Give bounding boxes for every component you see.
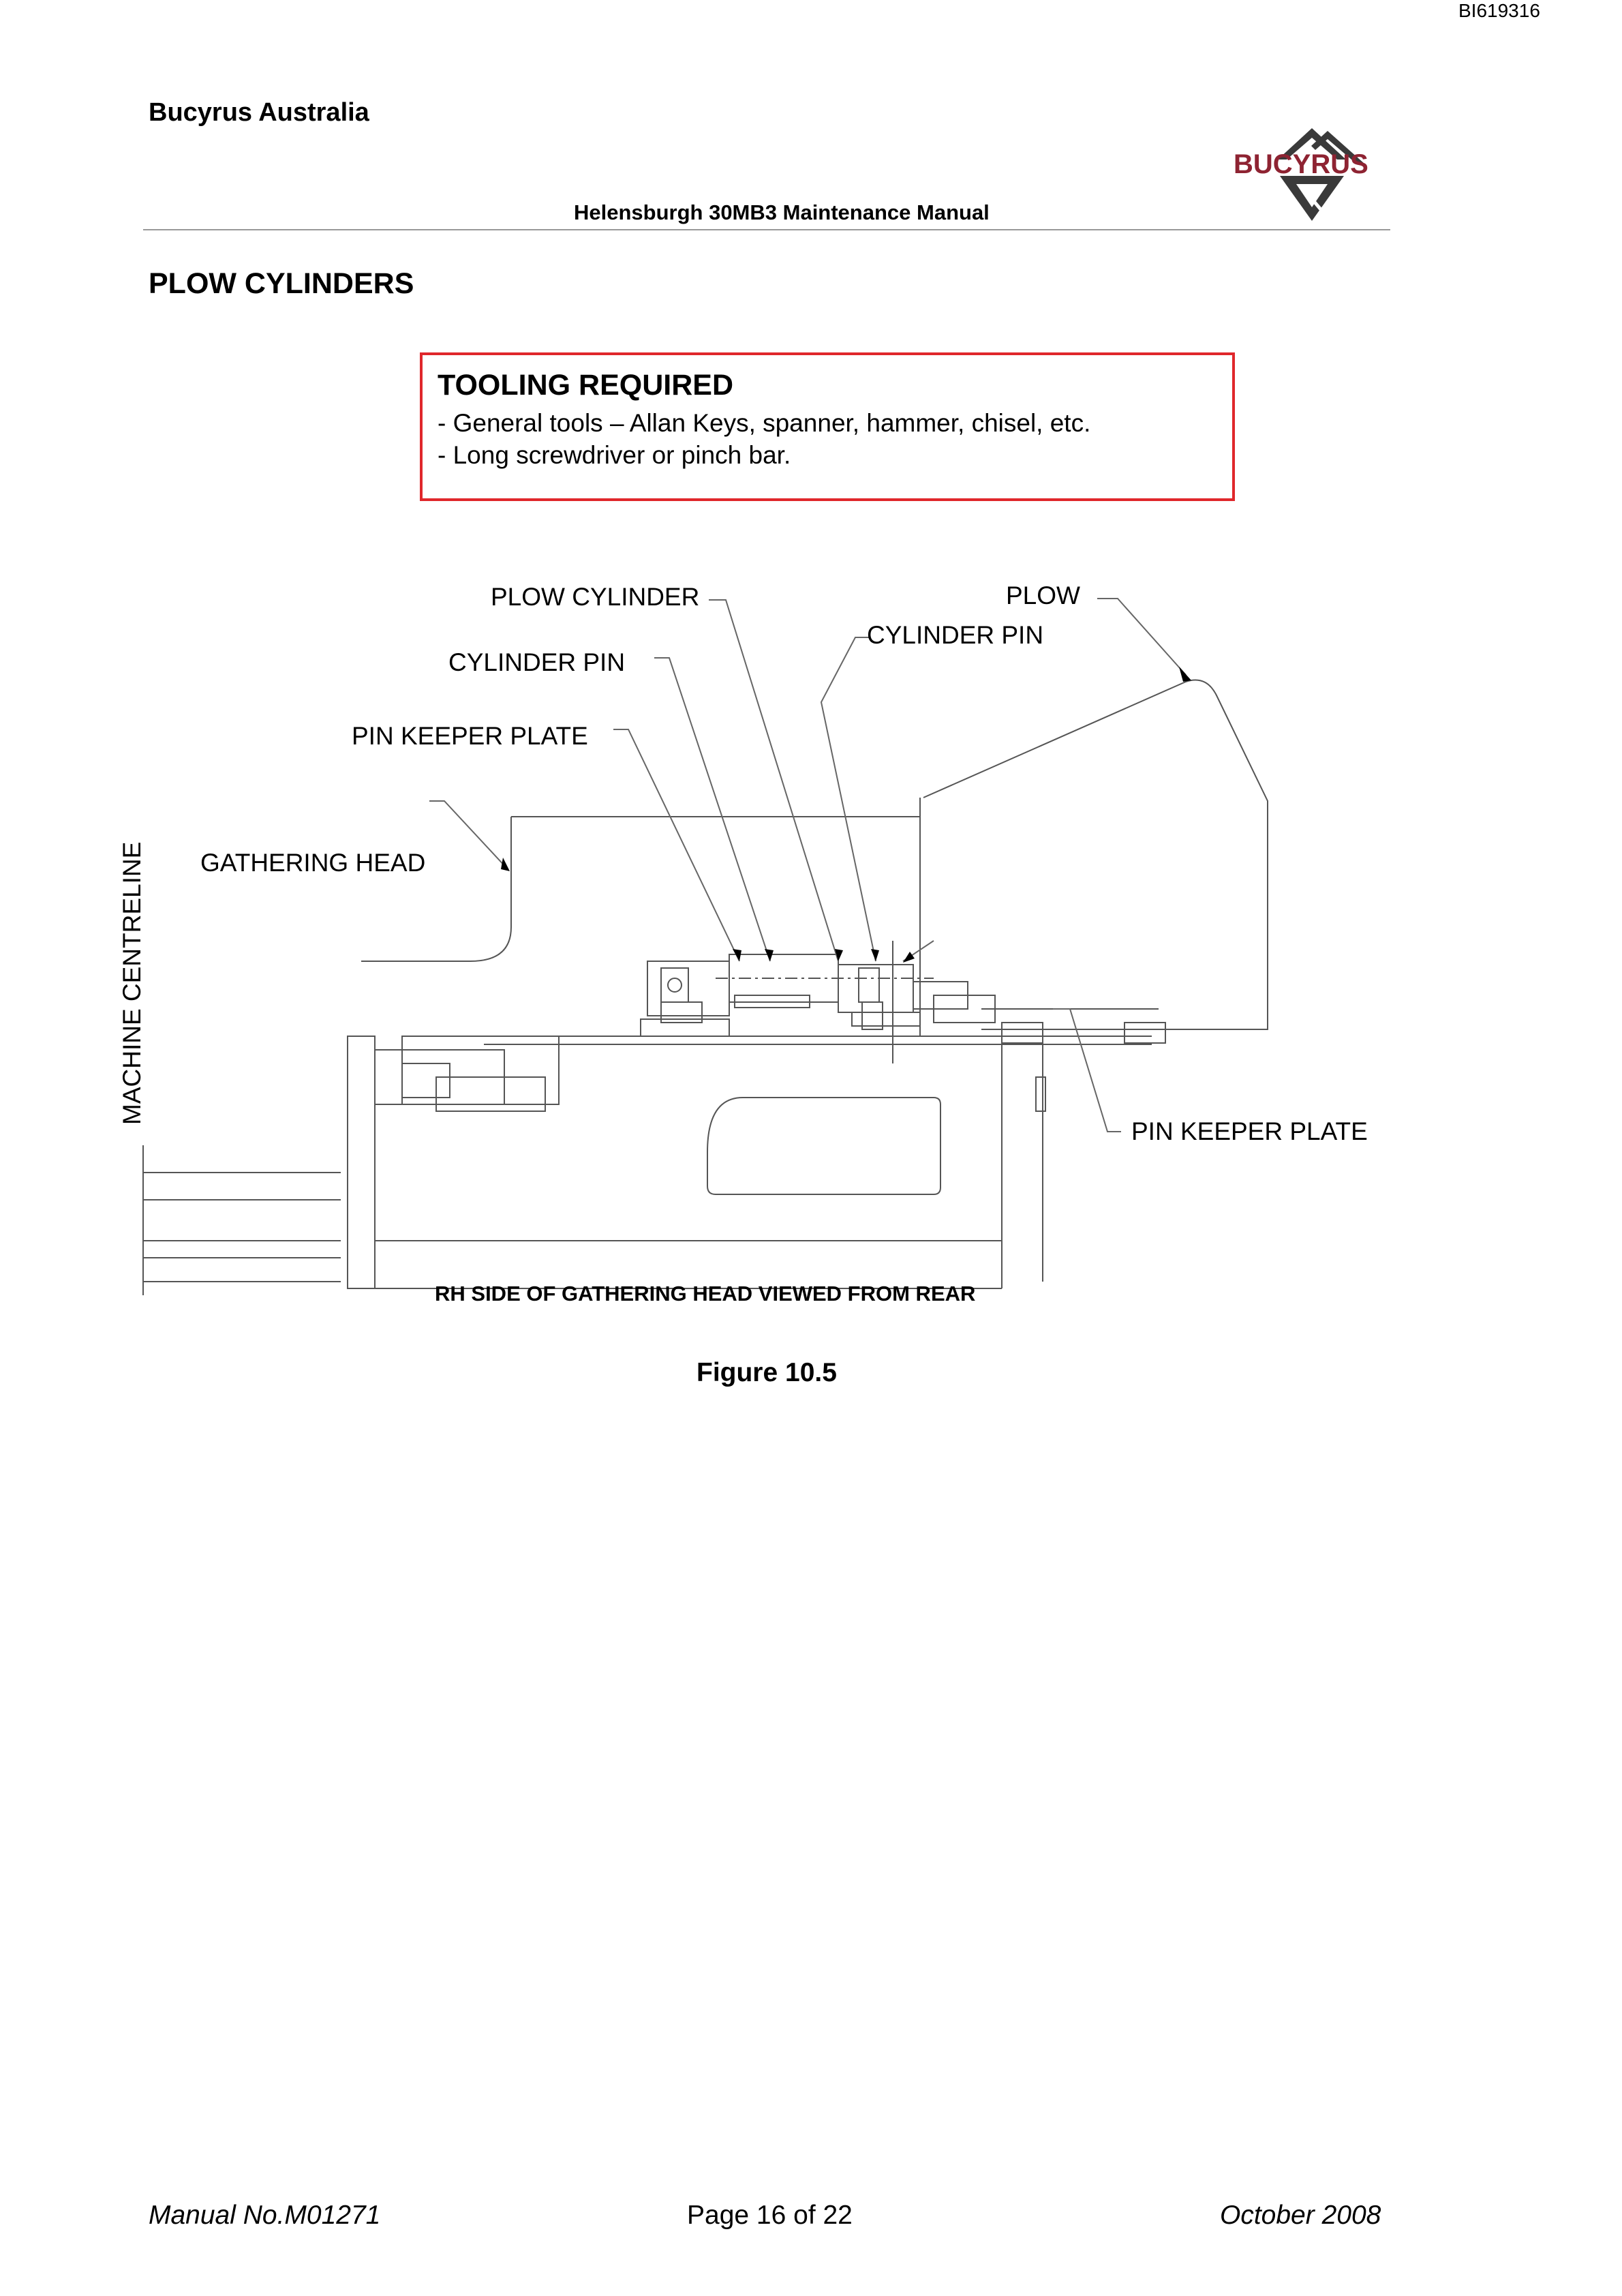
label-gathering-head: GATHERING HEAD <box>200 849 426 877</box>
company-name: Bucyrus Australia <box>149 98 369 127</box>
document-id: BI619316 <box>1458 0 1540 21</box>
label-pin-keeper-plate-right: PIN KEEPER PLATE <box>1131 1117 1368 1145</box>
footer-date: October 2008 <box>1220 2201 1381 2230</box>
svg-text:BUCYRUS: BUCYRUS <box>1234 149 1368 179</box>
figure-title: Figure 10.5 <box>697 1358 837 1387</box>
label-pin-keeper-plate-top: PIN KEEPER PLATE <box>352 722 588 750</box>
label-plow: PLOW <box>1006 581 1080 609</box>
figure-caption: RH SIDE OF GATHERING HEAD VIEWED FROM REAR <box>435 1282 976 1305</box>
section-title: PLOW CYLINDERS <box>149 267 414 300</box>
label-plow-cylinder: PLOW CYLINDER <box>491 583 700 611</box>
footer-manual-number: Manual No.M01271 <box>149 2201 381 2230</box>
label-cylinder-pin-left: CYLINDER PIN <box>448 648 626 676</box>
bucyrus-logo <box>1234 124 1390 226</box>
tooling-heading: TOOLING REQUIRED <box>438 369 734 402</box>
manual-title: Helensburgh 30MB3 Maintenance Manual <box>574 200 990 224</box>
header-divider <box>143 229 1390 230</box>
gathering-head-diagram <box>116 559 1445 1316</box>
label-cylinder-pin-right: CYLINDER PIN <box>867 621 1044 649</box>
tooling-item: - General tools – Allan Keys, spanner, hammer, chisel, etc. <box>438 409 1091 437</box>
tooling-item: - Long screwdriver or pinch bar. <box>438 441 791 469</box>
footer-page-number: Page 16 of 22 <box>687 2201 853 2230</box>
label-machine-centreline: MACHINE CENTRELINE <box>118 841 146 1125</box>
